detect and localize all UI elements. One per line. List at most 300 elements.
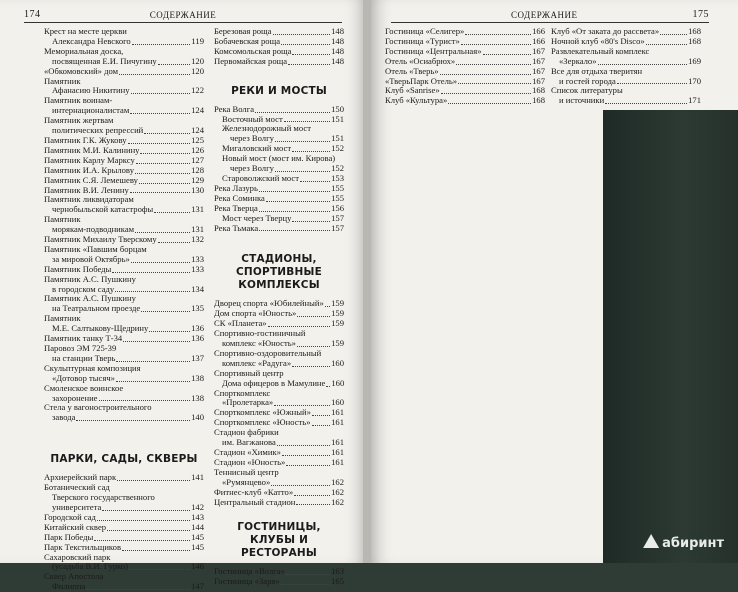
toc-entry-page: 148 — [331, 35, 344, 46]
dot-leader — [325, 306, 330, 307]
toc-entry-title: Спортивный центр — [214, 367, 284, 378]
toc-entry-title: (усадьба В.И. Гурко) — [52, 561, 129, 572]
toc-entry-title: «Пролетарка» — [222, 397, 274, 408]
toc-entry-title: Мигаловский мост — [222, 143, 292, 154]
dot-leader — [448, 103, 531, 104]
dot-leader — [112, 272, 190, 273]
toc-entry-title: Памятник В.И. Ленину — [44, 184, 129, 195]
toc-entry-page: 159 — [331, 308, 344, 319]
dot-leader — [144, 133, 190, 134]
toc-entry-title: Сквер Апостола — [44, 571, 104, 582]
toc-entry-title: Памятник жертвам — [44, 115, 114, 126]
toc-entry-page: 126 — [191, 144, 204, 155]
dot-leader — [117, 480, 190, 481]
toc-entry-title: Река Лазурь — [214, 182, 258, 193]
toc-entry-page: 145 — [191, 531, 204, 542]
toc-entry-title: Ночной клуб «80's Disco» — [551, 35, 645, 46]
toc-entry-page: 148 — [331, 55, 344, 66]
toc-entry-title: университета — [52, 501, 102, 512]
toc-entry-page: 171 — [688, 95, 701, 106]
dot-leader — [286, 574, 330, 575]
toc-entry — [214, 214, 344, 224]
logo-mark-icon — [643, 534, 659, 548]
dot-leader — [135, 173, 190, 174]
logo-text: абиринт — [662, 536, 724, 551]
dot-leader — [119, 74, 190, 75]
toc-entry-title: Новый мост (мост им. Кирова) — [222, 153, 336, 164]
toc-entry-title: Теннисный центр — [214, 466, 279, 477]
toc-entry-title: Стадион «Юность» — [214, 456, 286, 467]
toc-entry-page: 131 — [191, 224, 204, 235]
toc-entry — [551, 96, 701, 106]
dot-leader — [115, 291, 190, 292]
toc-entry-page: 130 — [191, 184, 204, 195]
toc-entry-title: Смоленское воинское — [44, 382, 124, 393]
dot-leader — [465, 34, 531, 35]
section-heading-parks: ПАРКИ, САДЫ, СКВЕРЫ — [50, 453, 198, 466]
dot-leader — [158, 64, 190, 65]
dot-leader — [294, 495, 330, 496]
section-heading-stadiums: СТАДИОНЫ, СПОРТИВНЫЕ КОМПЛЕКСЫ — [236, 253, 322, 292]
toc-entry-page: 129 — [191, 174, 204, 185]
toc-entry-page: 142 — [191, 501, 204, 512]
dot-leader — [158, 242, 190, 243]
dot-leader — [102, 510, 190, 511]
dot-leader — [107, 530, 190, 531]
dot-leader — [598, 64, 688, 65]
toc-entry-title: политических репрессий — [52, 125, 144, 136]
section-heading-hotels: ГОСТИНИЦЫ, КЛУБЫ И РЕСТОРАНЫ — [237, 521, 321, 560]
toc-entry-title: Китайский сквер — [44, 521, 107, 532]
toc-entry-title: Развлекательный комплекс — [551, 45, 650, 56]
toc-entry-title: Река Соминка — [214, 192, 265, 203]
toc-entry-page: 133 — [191, 263, 204, 274]
dot-leader — [617, 83, 687, 84]
dot-leader — [116, 361, 190, 362]
dot-leader — [259, 211, 330, 212]
toc-entry-title: Гостиница «Турист» — [385, 35, 460, 46]
page-number-left: 174 — [24, 9, 41, 20]
toc-entry-page: 155 — [331, 192, 344, 203]
toc-entry-page: 127 — [191, 154, 204, 165]
header-title-left: СОДЕРЖАНИЕ — [149, 10, 217, 20]
toc-entry-title: Фитнес-клуб «Катто» — [214, 486, 294, 497]
toc-entry-page: 138 — [191, 372, 204, 383]
toc-entry-title: Мемориальная доска, — [44, 45, 124, 56]
dot-leader — [286, 465, 330, 466]
toc-entry-page: 124 — [191, 125, 204, 136]
toc-entry-page: 157 — [331, 222, 344, 233]
toc-entry-title: Первомайская роща — [214, 55, 288, 66]
toc-entry-title: «Зеркало» — [559, 55, 597, 66]
header-title-right: СОДЕРЖАНИЕ — [511, 10, 578, 20]
toc-entry-page: 136 — [191, 333, 204, 344]
toc-entry-title: Спорткомплекс — [214, 387, 271, 398]
dot-leader — [292, 366, 330, 367]
toc-entry-title: СК «Планета» — [214, 318, 267, 329]
right-page — [371, 0, 738, 563]
toc-entry-title: Памятник танку Т-34 — [44, 333, 123, 344]
dot-leader — [297, 346, 330, 347]
toc-entry-title: Памятник — [44, 214, 81, 225]
toc-entry-title: Памятник — [44, 75, 81, 86]
dot-leader — [282, 455, 330, 456]
toc-entry-title: Гостиница «Заря» — [214, 576, 280, 587]
toc-entry-page: 167 — [532, 75, 545, 86]
dot-leader — [99, 400, 191, 401]
toc-entry-page: 141 — [191, 472, 204, 483]
toc-entry-title: Река Тверца — [214, 202, 258, 213]
toc-entry-page: 169 — [688, 55, 701, 66]
toc-entry-title: Памятник Победы — [44, 263, 112, 274]
dot-leader — [456, 64, 531, 65]
toc-entry-title: Дома офицеров в Мамулине — [222, 377, 326, 388]
toc-entry-page: 152 — [331, 163, 344, 174]
toc-entry-title: Памятник «Павшим борцам — [44, 243, 147, 254]
toc-entry-page: 151 — [331, 113, 344, 124]
toc-entry-page: 146 — [191, 561, 204, 572]
toc-entry-title: Памятник М.И. Калинину — [44, 144, 140, 155]
toc-entry-title: Гостиница «Волга» — [214, 566, 285, 577]
dot-leader — [149, 331, 190, 332]
toc-entry-title: Восточный мост — [222, 113, 283, 124]
dot-leader — [129, 569, 190, 570]
toc-entry — [214, 577, 344, 587]
toc-entry-page: 162 — [331, 476, 344, 487]
toc-entry-page: 160 — [331, 357, 344, 368]
toc-entry-page: 136 — [191, 323, 204, 334]
toc-entry-title: Парк Победы — [44, 531, 94, 542]
dot-leader — [284, 121, 330, 122]
dot-leader — [141, 311, 190, 312]
toc-entry-page: 131 — [191, 204, 204, 215]
toc-entry-title: на Театральном проезде — [52, 303, 141, 314]
toc-entry-page: 161 — [331, 407, 344, 418]
dot-leader — [440, 74, 532, 75]
dot-leader — [130, 113, 190, 114]
dot-leader — [646, 44, 687, 45]
toc-entry-title: Река Волга — [214, 103, 255, 114]
dot-leader — [139, 183, 190, 184]
toc-entry-title: Ботанический сад — [44, 482, 110, 493]
toc-entry-page: 159 — [331, 298, 344, 309]
toc-column-right-2 — [551, 27, 701, 106]
toc-entry-title: Березовая роща — [214, 26, 272, 36]
dot-leader — [300, 181, 330, 182]
toc-entry-page: 133 — [191, 253, 204, 264]
toc-entry-title: Скульптурная композиция — [44, 362, 141, 373]
dot-leader — [288, 64, 330, 65]
toc-entry-title: Александра Невского — [52, 35, 131, 46]
toc-entry-title: Гостиница «Центральная» — [385, 45, 482, 56]
toc-entry-title: чернобыльской катастрофы — [52, 204, 154, 215]
toc-entry-title: Памятник Г.К. Жукову — [44, 134, 127, 145]
toc-entry-page: 162 — [331, 496, 344, 507]
toc-entry — [44, 543, 204, 553]
toc-entry-title: морякам-подводникам — [52, 224, 135, 235]
toc-entry-page: 145 — [191, 541, 204, 552]
dot-leader — [483, 54, 532, 55]
toc-entry-page: 168 — [688, 26, 701, 36]
dot-leader — [97, 520, 190, 521]
toc-entry-page: 125 — [191, 134, 204, 145]
toc-entry-title: Дворец спорта «Юбилейный» — [214, 298, 324, 309]
toc-entry-title: им. Вагжанова — [222, 437, 276, 448]
toc-entry-title: интернационалистам — [52, 105, 130, 116]
toc-entry-title: Стела у вагоностроительного — [44, 402, 152, 413]
toc-entry-page: 138 — [191, 392, 204, 403]
toc-list — [385, 27, 545, 106]
toc-column-left-1 — [44, 27, 204, 592]
toc-entry-title: Памятник ликвидаторам — [44, 194, 134, 205]
toc-entry-title: Мост через Тверцу — [222, 212, 292, 223]
toc-entry-page: 153 — [331, 172, 344, 183]
toc-column-right-1 — [385, 27, 545, 106]
toc-column-left-2 — [214, 27, 344, 587]
toc-entry-title: Железнодорожный мост — [222, 123, 311, 134]
toc-entry-title: Сахаровский парк — [44, 551, 111, 562]
toc-entry-title: «Дотовор тысяч» — [52, 372, 115, 383]
dot-leader — [154, 212, 190, 213]
dot-leader — [130, 192, 190, 193]
toc-entry-title: Памятник — [44, 313, 81, 324]
dot-leader — [259, 191, 330, 192]
toc-entry-title: Памятник И.А. Крылову — [44, 164, 134, 175]
toc-entry-title: Памятник А.С. Пушкину — [44, 293, 136, 304]
toc-entry-page: 120 — [191, 55, 204, 66]
toc-entry-page: 168 — [688, 35, 701, 46]
toc-entry-title: в городском саду — [52, 283, 115, 294]
toc-entry-title: Спортивно-оздоровительный — [214, 347, 322, 358]
toc-entry-title: Все для отдыха тверитян — [551, 65, 643, 76]
toc-entry-title: Спортивно-гостиничный — [214, 328, 306, 339]
toc-entry-title: Тверского государственного — [52, 492, 155, 503]
dot-leader — [94, 540, 190, 541]
toc-entry-title: Филиппа — [52, 581, 86, 592]
toc-entry-page: 120 — [191, 65, 204, 76]
toc-list — [44, 473, 204, 592]
toc-entry-page: 168 — [532, 95, 545, 106]
dot-leader — [312, 415, 330, 416]
toc-entry-title: Река Тьмака — [214, 222, 259, 233]
dot-leader — [277, 445, 330, 446]
toc-entry-page: 157 — [331, 212, 344, 223]
toc-entry-page: 161 — [331, 456, 344, 467]
toc-entry-page: 135 — [191, 303, 204, 314]
toc-list — [214, 567, 344, 587]
dot-leader — [605, 103, 687, 104]
dot-leader — [116, 381, 190, 382]
dot-leader — [458, 83, 531, 84]
toc-entry-title: Бобачевская роща — [214, 35, 281, 46]
toc-entry-title: Клуб «Культура» — [385, 95, 448, 106]
dot-leader — [131, 93, 191, 94]
toc-list — [214, 105, 344, 234]
toc-entry-title: Отель «Осиабрюх» — [385, 55, 456, 66]
toc-entry-page: 161 — [331, 437, 344, 448]
dot-leader — [255, 112, 330, 113]
toc-entry-title: захоронение — [52, 392, 98, 403]
toc-entry-title: Староволжский мост — [222, 172, 299, 183]
toc-entry-title: посвященная Е.И. Пичугину — [52, 55, 157, 66]
running-head-left — [24, 9, 342, 23]
toc-entry — [44, 176, 204, 186]
toc-entry-page: 155 — [331, 182, 344, 193]
toc-entry-title: Спорткомплекс «Юность» — [214, 417, 311, 428]
toc-entry-title: и гостей города — [559, 75, 616, 86]
toc-entry — [214, 224, 344, 234]
toc-entry-title: Паровоз ЭМ 725-39 — [44, 343, 117, 353]
page-number-right: 175 — [692, 9, 709, 20]
toc-entry-title: Клуб «Sanrise» — [385, 85, 440, 96]
toc-entry-page: 167 — [532, 45, 545, 56]
cover-flap-image — [603, 110, 738, 563]
toc-entry-page: 156 — [331, 202, 344, 213]
toc-entry-page: 119 — [191, 35, 204, 46]
toc-entry-page: 165 — [331, 576, 344, 587]
toc-entry-title: Крест на месте церкви — [44, 26, 127, 36]
toc-entry-page: 150 — [331, 103, 344, 114]
toc-entry-title: Дом спорта «Юность» — [214, 308, 297, 319]
toc-entry-page: 137 — [191, 352, 204, 363]
toc-entry-page: 148 — [331, 26, 344, 36]
toc-entry-title: Парк Текстильщиков — [44, 541, 122, 552]
toc-entry-title: Памятник Карлу Марксу — [44, 154, 135, 165]
toc-entry-page: 166 — [532, 35, 545, 46]
toc-entry-title: Городской сад — [44, 511, 96, 522]
toc-entry-page: 147 — [191, 581, 204, 592]
toc-entry-page: 170 — [688, 75, 701, 86]
dot-leader — [326, 386, 330, 387]
toc-list — [214, 27, 344, 67]
toc-entry-title: завода — [52, 412, 76, 423]
toc-entry-title: Памятник Михаилу Тверскому — [44, 234, 157, 245]
dot-leader — [441, 93, 531, 94]
toc-list — [214, 299, 344, 507]
toc-list — [551, 27, 701, 106]
dot-leader — [132, 44, 191, 45]
toc-entry-page: 162 — [331, 486, 344, 497]
toc-entry-title: комплекс «Радуга» — [222, 357, 292, 368]
dot-leader — [296, 504, 330, 505]
dot-leader — [266, 201, 330, 202]
toc-entry-title: через Волгу — [230, 163, 274, 174]
toc-entry-title: Стадион фабрики — [214, 427, 279, 438]
toc-entry-page: 160 — [331, 377, 345, 388]
dot-leader — [274, 405, 330, 406]
left-page — [0, 0, 366, 592]
toc-entry-title: Памятник воинам- — [44, 95, 113, 106]
dot-leader — [281, 44, 330, 45]
toc-entry-page: 122 — [191, 85, 204, 96]
dot-leader — [268, 326, 331, 327]
toc-entry — [385, 96, 545, 106]
toc-entry-title: Гостиница «Селигер» — [385, 26, 465, 36]
toc-entry-page: 168 — [532, 85, 545, 96]
toc-entry-title: «Румянцево» — [222, 476, 271, 487]
dot-leader — [660, 34, 687, 35]
toc-entry-page: 167 — [532, 55, 545, 66]
toc-entry-page: 159 — [331, 338, 344, 349]
toc-entry-title: комплекс «Юность» — [222, 338, 296, 349]
toc-entry — [214, 498, 344, 508]
toc-entry-title: Спорткомплекс «Южный» — [214, 407, 311, 418]
running-head-right — [391, 9, 709, 23]
dot-leader — [297, 316, 330, 317]
dot-leader — [461, 44, 531, 45]
toc-entry-page: 124 — [191, 105, 204, 116]
dot-leader — [292, 221, 330, 222]
dot-leader — [259, 230, 330, 231]
toc-entry-page: 159 — [331, 318, 344, 329]
toc-entry — [44, 413, 204, 423]
toc-entry-title: на станции Тверь — [52, 352, 116, 363]
toc-entry-page: 166 — [532, 26, 545, 36]
toc-entry-page: 144 — [191, 521, 204, 532]
dot-leader — [312, 425, 331, 426]
toc-entry — [214, 57, 344, 67]
dot-leader — [275, 171, 330, 172]
dot-leader — [131, 262, 190, 263]
dot-leader — [292, 54, 330, 55]
dot-leader — [271, 485, 330, 486]
dot-leader — [273, 34, 331, 35]
dot-leader — [123, 341, 190, 342]
toc-entry-page: 161 — [331, 417, 344, 428]
toc-entry-title: «Обкомовский» дом — [44, 65, 119, 76]
section-heading-rivers: РЕКИ И МОСТЫ — [231, 84, 327, 97]
labirint-logo — [643, 534, 724, 551]
toc-entry-title: Архиерейский парк — [44, 472, 117, 483]
toc-entry-page: 143 — [191, 511, 204, 522]
toc-entry-page: 152 — [331, 143, 344, 154]
dot-leader — [140, 153, 190, 154]
toc-entry-page: 161 — [331, 447, 344, 457]
dot-leader — [136, 163, 190, 164]
toc-entry-title: Список литературы — [551, 85, 623, 96]
toc-entry-title: Клуб «От заката до рассвета» — [551, 26, 660, 36]
toc-entry-page: 163 — [331, 566, 344, 577]
toc-entry-page: 151 — [331, 133, 344, 144]
dot-leader — [128, 143, 191, 144]
dot-leader — [122, 550, 190, 551]
toc-entry-title: Памятник А.С. Пушкину — [44, 273, 136, 284]
dot-leader — [281, 584, 330, 585]
toc-entry-title: «ТверьПарк Отель» — [385, 75, 458, 86]
toc-entry-title: и источники — [559, 95, 605, 106]
toc-entry-page: 134 — [191, 283, 204, 294]
toc-entry-page: 140 — [191, 412, 204, 423]
toc-entry-page: 148 — [331, 45, 344, 56]
dot-leader — [292, 151, 330, 152]
toc-entry-page: 128 — [191, 164, 204, 175]
dot-leader — [275, 141, 330, 142]
toc-entry-page: 132 — [191, 234, 204, 245]
toc-entry-title: Стадион «Химик» — [214, 447, 281, 457]
toc-entry-title: Памятник С.Я. Лемешеву — [44, 174, 138, 185]
toc-entry-title: М.Е. Салтыкову-Щедрину — [52, 323, 149, 334]
toc-entry-title: Комсомольская роща — [214, 45, 292, 56]
toc-entry-title: Центральный стадион — [214, 496, 296, 507]
toc-entry — [44, 582, 204, 592]
toc-entry-title: Афанасию Никитину — [52, 85, 130, 96]
toc-list — [44, 27, 204, 423]
toc-entry-title: Отель «Тверь» — [385, 65, 439, 76]
toc-entry-page: 160 — [331, 397, 344, 408]
toc-entry-title: через Волгу — [230, 133, 274, 144]
toc-entry-title: за мировой Октябрь» — [52, 253, 130, 264]
toc-entry-page: 167 — [532, 65, 545, 76]
